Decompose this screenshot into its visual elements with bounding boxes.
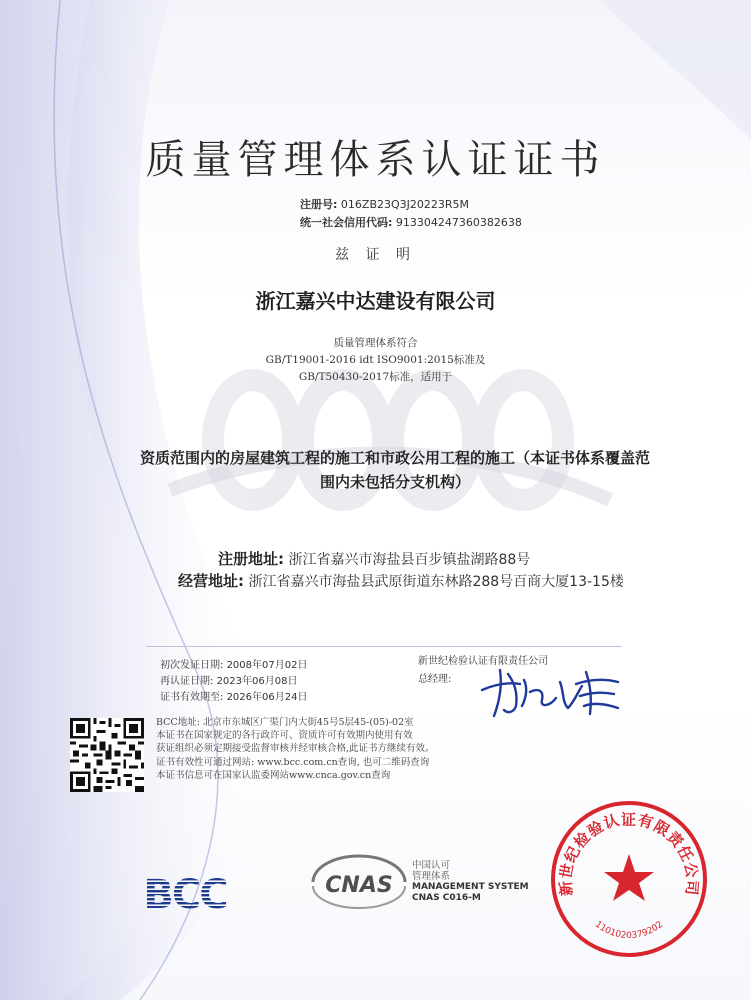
note-line-4: 证书有效性可通过网站: www.bcc.com.cn查询, 也可二维码查询 bbox=[156, 756, 430, 768]
svg-text:1101020379202 bbox=[593, 920, 665, 941]
standard-line-2: GB/T19001-2016 idt ISO9001:2015标准及 bbox=[265, 354, 486, 366]
reissue-label: 再认证日期: bbox=[160, 676, 214, 687]
valid-until-value: 2026年06月24日 bbox=[226, 692, 308, 703]
cnas-accreditation-text bbox=[412, 860, 529, 904]
registration-number-value: 016ZB23Q3J20223R5M bbox=[340, 198, 470, 211]
registration-number bbox=[300, 196, 469, 212]
cnas-en-line: MANAGEMENT SYSTEM bbox=[412, 882, 529, 892]
cnas-cn-line-1: 中国认可 bbox=[412, 860, 451, 871]
valid-until-date bbox=[160, 688, 307, 703]
business-address-value: 浙江省嘉兴市海盐县武原街道东林路288号百商大厦13-15楼 bbox=[248, 574, 624, 590]
certificate-notes bbox=[156, 716, 486, 782]
certify-text: 兹 证 明 bbox=[335, 247, 416, 263]
registered-address bbox=[218, 548, 530, 569]
scope-line-1: 资质范围内的房屋建筑工程的施工和市政公用工程的施工（本证书体系覆盖范 bbox=[139, 449, 650, 467]
first-issue-date bbox=[160, 656, 307, 671]
cnas-cn-line-2: 管理体系 bbox=[412, 871, 451, 882]
qr-code[interactable] bbox=[70, 718, 144, 792]
registered-address-value: 浙江省嘉兴市海盐县百步镇盐湖路88号 bbox=[288, 552, 531, 568]
first-issue-value: 2008年07月02日 bbox=[226, 660, 308, 671]
credit-code bbox=[300, 214, 522, 230]
signature bbox=[478, 662, 628, 722]
certificate-title: 质量管理体系认证证书 bbox=[145, 137, 606, 183]
bcc-logo bbox=[130, 870, 240, 914]
business-address-label: 经营地址: bbox=[178, 572, 244, 590]
note-line-2: 本证书在国家规定的各行政许可、资质许可有效期内使用有效 bbox=[156, 730, 413, 742]
note-line-5: 本证书信息可在国家认监委网站www.cnca.gov.cn查询 bbox=[156, 769, 391, 781]
first-issue-label: 初次发证日期: bbox=[160, 660, 224, 671]
cnas-logo-text: CNAS bbox=[325, 873, 393, 898]
valid-until-label: 证书有效期至: bbox=[160, 692, 224, 703]
reissue-value: 2023年06月08日 bbox=[216, 676, 298, 687]
standard-line-1: 质量管理体系符合 bbox=[333, 337, 418, 349]
note-line-1: BCC地址: 北京市东城区广渠门内大街45号5层45-(05)-02室 bbox=[156, 717, 414, 728]
issuer-name: 新世纪检验认证有限责任公司 bbox=[418, 656, 548, 667]
registration-number-label: 注册号: bbox=[300, 198, 338, 211]
credit-code-value: 913304247360382638 bbox=[395, 216, 522, 229]
company-seal bbox=[548, 798, 710, 960]
cnas-logo bbox=[307, 852, 411, 912]
divider bbox=[146, 646, 622, 647]
reissue-date bbox=[160, 672, 297, 687]
note-line-3: 获证组织必须定期接受监督审核并经审核合格,此证书方继续有效。 bbox=[156, 743, 435, 755]
certification-scope bbox=[105, 446, 685, 494]
company-name: 浙江嘉兴中达建设有限公司 bbox=[255, 289, 496, 313]
standard-line-3: GB/T50430-2017标准，适用于 bbox=[298, 371, 453, 383]
cnas-code: CNAS C016-M bbox=[412, 893, 481, 903]
credit-code-label: 统一社会信用代码: bbox=[300, 216, 393, 229]
registered-address-label: 注册地址: bbox=[218, 550, 284, 568]
scope-line-2: 围内未包括分支机构） bbox=[319, 473, 470, 491]
seal-number: 1101020379202 bbox=[592, 919, 666, 942]
seal-company-text: 新世纪检验认证有限责任公司 bbox=[556, 810, 702, 897]
business-address bbox=[178, 570, 624, 591]
general-manager-label: 总经理: bbox=[418, 674, 452, 685]
bcc-logo-text: BCC bbox=[143, 872, 227, 914]
